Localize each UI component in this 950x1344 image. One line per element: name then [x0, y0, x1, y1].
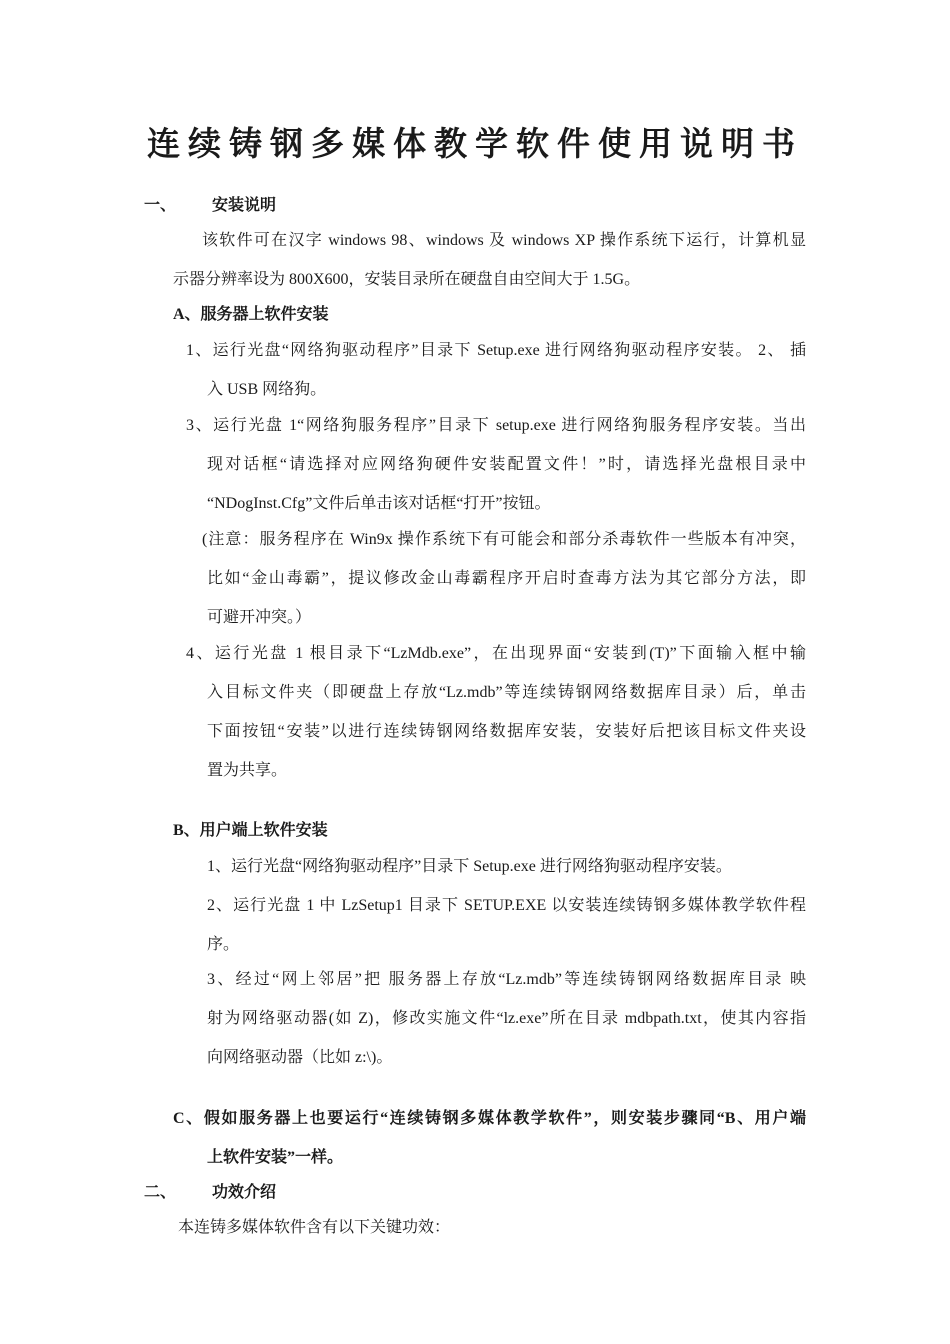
- section2-number: 二、: [144, 1184, 177, 1201]
- subsection-c-line1: C、假如服务器上也要运行“连续铸钢多媒体教学软件”，则安装步骤同“B、用户端: [173, 1110, 806, 1127]
- subsection-b-item1-line1: 1、运行光盘“网络狗驱动程序”目录下 Setup.exe 进行网络狗驱动程序安装。: [207, 858, 732, 875]
- subsection-b-item3-line3: 向网络驱动器（比如 z:\)。: [207, 1049, 393, 1066]
- subsection-a-item4-line1: 4、运行光盘 1 根目录下“LzMdb.exe”，在出现界面“安装到(T)”下面输入框中输: [186, 645, 806, 662]
- document-title: 连续铸钢多媒体教学软件使用说明书: [147, 124, 803, 163]
- subsection-b-item2-line2: 序。: [207, 936, 240, 953]
- section1-number: 一、: [144, 197, 177, 214]
- subsection-a-item4-line3: 下面按钮“安装”以进行连续铸钢网络数据库安装，安装好后把该目标文件夹设: [207, 723, 806, 740]
- subsection-a-item4-line4: 置为共享。: [207, 762, 288, 779]
- subsection-a-note-line3: 可避开冲突。）: [207, 609, 312, 626]
- subsection-c-line2: 上软件安装”一样。: [207, 1149, 344, 1166]
- subsection-b-item2-line1: 2、运行光盘 1 中 LzSetup1 目录下 SETUP.EXE 以安装连续铸钢多媒体教学软件程: [207, 897, 806, 914]
- subsection-b-item3-line2: 射为网络驱动器(如 Z)，修改实施文件“lz.exe”所在目录 mdbpath.txt，使其内容指: [207, 1010, 806, 1027]
- subsection-a-note-line2: 比如“金山毒霸”，提议修改金山毒霸程序开启时查毒方法为其它部分方法，即: [207, 570, 806, 587]
- section2-intro-line1: 本连铸多媒体软件含有以下关键功效：: [178, 1219, 451, 1236]
- subsection-b-item3-line1: 3、经过“网上邻居”把 服务器上存放“Lz.mdb”等连续铸钢网络数据库目录 映: [207, 971, 806, 988]
- section2-heading: 功效介绍: [212, 1184, 277, 1201]
- subsection-a-item1-line2: 入 USB 网络狗。: [207, 381, 327, 398]
- section1-intro-line2: 示器分辨率设为 800X600，安装目录所在硬盘自由空间大于 1.5G。: [173, 271, 641, 288]
- subsection-a-note-line1: (注意：服务程序在 Win9x 操作系统下有可能会和部分杀毒软件一些版本有冲突，: [202, 531, 806, 548]
- subsection-a-item3-line3: “NDogInst.Cfg”文件后单击该对话框“打开”按钮。: [207, 495, 551, 512]
- subsection-a-item3-line2: 现对话框“请选择对应网络狗硬件安装配置文件！”时，请选择光盘根目录中: [207, 456, 806, 473]
- subsection-a-item1-line1: 1、运行光盘“网络狗驱动程序”目录下 Setup.exe 进行网络狗驱动程序安装。 2、 插: [186, 342, 806, 359]
- subsection-a-item4-line2: 入目标文件夹（即硬盘上存放“Lz.mdb”等连续铸钢网络数据库目录）后，单击: [207, 684, 806, 701]
- subsection-b-heading: B、用户端上软件安装: [173, 822, 328, 839]
- subsection-a-heading: A、服务器上软件安装: [173, 306, 329, 323]
- subsection-a-item3-line1: 3、运行光盘 1“网络狗服务程序”目录下 setup.exe 进行网络狗服务程序安装。当出: [186, 417, 806, 434]
- section1-intro-line1: 该软件可在汉字 windows 98、windows 及 windows XP 操作系统下运行，计算机显: [202, 232, 806, 249]
- section1-heading: 安装说明: [212, 197, 277, 214]
